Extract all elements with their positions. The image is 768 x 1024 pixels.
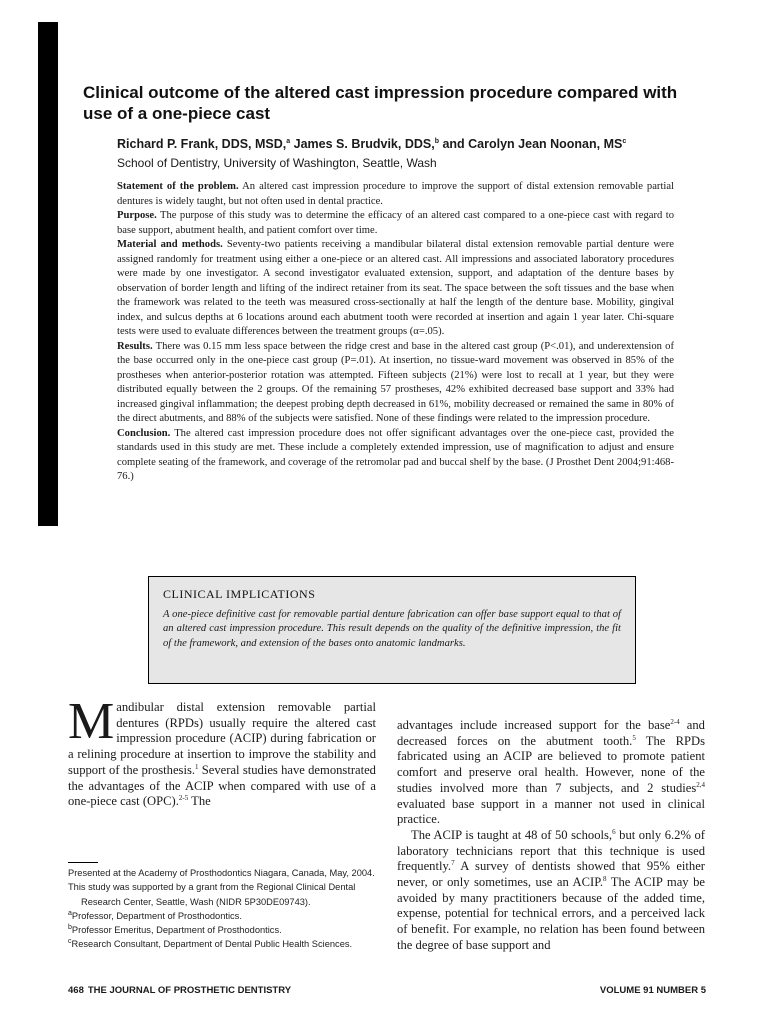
reference-mark: 7 bbox=[451, 859, 455, 868]
footnote-text: Professor Emeritus, Department of Prosthodontics. bbox=[71, 925, 282, 936]
body-column-right bbox=[397, 718, 705, 954]
article-title: Clinical outcome of the altered cast impression procedure compared with use of a one-piece cast bbox=[83, 83, 678, 123]
abstract-heading: Conclusion. bbox=[117, 427, 171, 439]
reference-mark: 1 bbox=[195, 762, 199, 771]
footnote-rule bbox=[68, 862, 98, 863]
clinical-implications-box bbox=[148, 576, 636, 684]
body-text: The bbox=[188, 794, 211, 809]
footnote-affiliation bbox=[68, 923, 380, 937]
abstract-heading: Material and methods. bbox=[117, 239, 223, 250]
page-number: 468 bbox=[68, 985, 84, 996]
footnote-affiliation bbox=[68, 937, 380, 951]
side-bar-decoration bbox=[38, 22, 58, 526]
abstract-paragraph bbox=[117, 238, 674, 340]
footnote-mark: a bbox=[68, 909, 72, 917]
footnotes bbox=[68, 866, 380, 952]
abstract-paragraph bbox=[117, 427, 674, 485]
body-column-left bbox=[68, 693, 376, 810]
footnote-mark: b bbox=[68, 924, 72, 932]
reference-mark: 2-4 bbox=[670, 717, 680, 726]
body-text: The ACIP may be avoided by many practitioners because of the added time, expense, potential for technical errors, and a perceived lack of benefit. For example, no relation has been found between the degree of base support and bbox=[397, 875, 705, 952]
affiliation: School of Dentistry, University of Washington, Seattle, Wash bbox=[117, 156, 437, 170]
drop-cap: M bbox=[68, 693, 115, 750]
journal-name: THE JOURNAL OF PROSTHETIC DENTISTRY bbox=[87, 985, 292, 996]
body-text: andibular distal extension removable partial dentures (RPDs) usually require the altered cast impression procedure (ACIP) during fabrication or a relining procedure at insertion to improve the stability and support of the prosthesis. bbox=[68, 700, 376, 777]
abstract-text: The altered cast impression procedure does not offer significant advantages over the one-piece cast, provided the standards used in this study are met. These include a completely extended impression, use of magnification to adjust and ensure complete seating of the framework, and coverage of the retromolar pad and buccal shelf by the base. (J Prosthet Dent 2004;91:468-76.) bbox=[117, 427, 674, 482]
abstract-text: An altered cast impression procedure to improve the support of distal extension removable partial dentures is widely taught, but not often used in dental practice. bbox=[117, 181, 674, 207]
body-paragraph bbox=[397, 828, 705, 954]
body-paragraph bbox=[397, 718, 705, 828]
author-list bbox=[117, 136, 707, 152]
body-text: Several studies have demonstrated the advantages of the ACIP when compared with use of a one-piece cast (OPC). bbox=[68, 762, 376, 809]
page-footer bbox=[68, 985, 706, 996]
author-sup: a bbox=[286, 137, 291, 145]
clinical-implications-text: A one-piece definitive cast for removable partial denture fabrication can offer base support equal to that of an altered cast impression procedure. This result depends on the quality of the definitive impression, the fit of the framework, and extension of the bases onto anatomic landmarks. bbox=[163, 609, 621, 649]
author-sup: c bbox=[622, 137, 627, 145]
abstract-paragraph bbox=[117, 209, 674, 238]
footnote-text: Research Consultant, Department of Dental Public Health Sciences. bbox=[71, 939, 353, 950]
body-text: but only 6.2% of laboratory technicians report that this technique is used frequently. bbox=[397, 827, 705, 874]
footnote-affiliation bbox=[68, 909, 380, 923]
body-text: and decreased forces on the abutment tooth. bbox=[397, 718, 705, 748]
footnote-mark: c bbox=[68, 938, 72, 946]
body-text: advantages include increased support for the base bbox=[397, 718, 671, 732]
clinical-implications-heading: CLINICAL IMPLICATIONS bbox=[163, 587, 316, 601]
author-name: and Carolyn Jean Noonan, MS bbox=[442, 137, 623, 151]
footnote-text: Professor, Department of Prosthodontics. bbox=[71, 910, 242, 921]
body-text: The ACIP is taught at 48 of 50 schools, bbox=[411, 827, 613, 842]
abstract-text: There was 0.15 mm less space between the ridge crest and base in the altered cast group (P<.01), and underextension of the base occurred only in the one-piece cast group (P=.01). At insertion, no tissue-ward movement was observed in 85% of the prostheses when anterior-posterior rotation was attempted. Fifteen subjects (21%) were lost to recall at 1 year, but they were distributed equally between the 2 groups. Of the remaining 57 prostheses, 42% exhibited decreased base support and 33% had increased gingival inflammation; the deepest probing depth decreased in 61%, mobility decreased or remained the same in 80% of the direct abutments, and 88% of the subjects were satisfied. None of these findings were related to the impression procedure. bbox=[117, 340, 674, 424]
author-name: Richard P. Frank, DDS, MSD, bbox=[117, 137, 287, 151]
abstract-paragraph bbox=[117, 180, 674, 209]
body-text: A survey of dentists showed that 95% either never, or only sometimes, use an ACIP. bbox=[397, 859, 705, 890]
abstract-paragraph bbox=[117, 340, 674, 427]
body-text: evaluated base support in a manner not used in clinical practice. bbox=[397, 796, 705, 827]
footer-left bbox=[68, 985, 291, 996]
abstract bbox=[117, 180, 674, 485]
body-paragraph bbox=[68, 693, 376, 810]
author-sup: b bbox=[434, 137, 439, 145]
reference-mark: 2-5 bbox=[178, 794, 189, 803]
abstract-text: The purpose of this study was to determine the efficacy of an altered cast compared to a one-piece cast with regard to base support, abutment health, and patient comfort over time. bbox=[117, 210, 674, 236]
reference-mark: 5 bbox=[632, 733, 636, 742]
volume-info: VOLUME 91 NUMBER 5 bbox=[599, 985, 706, 996]
abstract-heading: Statement of the problem. bbox=[117, 181, 239, 192]
footnote-presented: Presented at the Academy of Prosthodontics Niagara, Canada, May, 2004. bbox=[68, 868, 375, 878]
body-text: The RPDs fabricated using an ACIP are believed to promote patient comfort and preserve oral health. However, none of the studies involved more than 7 subjects, and 2 studies bbox=[397, 733, 705, 795]
reference-mark: 2,4 bbox=[696, 780, 705, 789]
reference-mark: 8 bbox=[603, 874, 607, 883]
footnote-support: This study was supported by a grant from the Regional Clinical Dental Research Center, Seattle, Wash (NIDR 5P30DE09743). bbox=[68, 882, 356, 907]
author-name: James S. Brudvik, DDS, bbox=[293, 137, 435, 151]
abstract-heading: Results. bbox=[117, 340, 153, 352]
reference-mark: 6 bbox=[612, 827, 616, 836]
abstract-text: Seventy-two patients receiving a mandibular bilateral distal extension removable partial denture were assigned randomly for treatment using either a one-piece or an altered cast. All impressions and associated laboratory procedures were made by one investigator. A second investigator evaluated extension, support, and adaptation of the denture bases by observation of border length and lifting of the indirect retainer from its seat. The space between the soft tissues and the base when the framework was related to the teeth was measured cross-sectionally at half the length of the denture base. Mobility, gingival index, and sulcus depths at 6 locations around each abutment tooth were recorded at insertion and again 1 year later. Chi-square tests were used to evaluate differences between the treatment groups (α=.05). bbox=[117, 239, 674, 337]
abstract-heading: Purpose. bbox=[117, 210, 157, 221]
